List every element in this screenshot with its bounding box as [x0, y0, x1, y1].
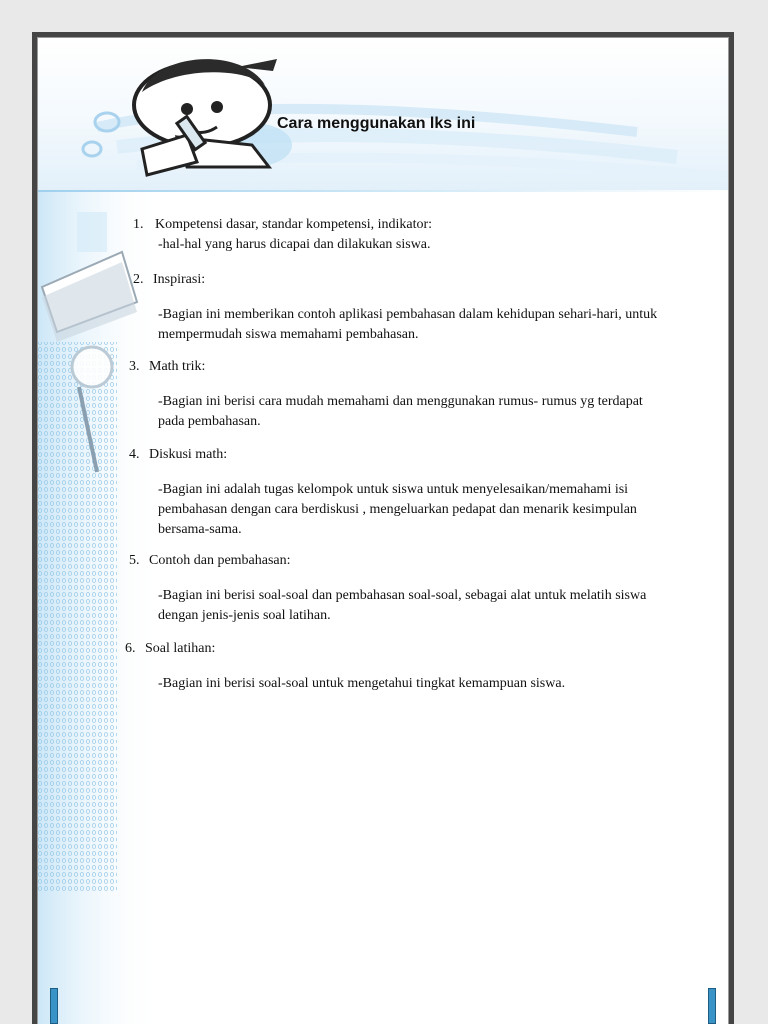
item-number: 2. — [133, 272, 144, 287]
footer-left-bar — [50, 988, 58, 1024]
item-number: 6. — [125, 641, 136, 656]
item-number: 1. — [133, 217, 144, 232]
item-description: -Bagian ini adalah tugas kelompok untuk siswa untuk menyelesaikan/memahami isi pembahasan dengan cara berdiskusi , mengeluarkan pedapat dan menarik kesimpulan bersama-sama. — [158, 482, 637, 537]
item-number: 5. — [129, 553, 140, 568]
list-item — [129, 357, 205, 377]
list-item — [129, 445, 227, 465]
item-label: Diskusi math: — [149, 447, 228, 462]
item-label: Soal latihan: — [145, 641, 216, 656]
list-item — [129, 551, 291, 571]
item-label: Kompetensi dasar, standar kompetensi, indikator: — [155, 217, 433, 232]
page-title: Cara menggunakan lks ini — [277, 115, 476, 132]
item-label: Inspirasi: — [153, 272, 206, 287]
item-description: -Bagian ini berisi soal-soal dan pembahasan soal-soal, sebagai alat untuk melatih siswa dengan jenis-jenis soal latihan. — [158, 588, 647, 623]
footer-right-bar — [708, 988, 716, 1024]
left-decoration — [37, 192, 162, 1024]
item-label: Contoh dan pembahasan: — [149, 553, 291, 568]
list-item — [125, 639, 215, 659]
document-page — [32, 32, 734, 1024]
item-description: -Bagian ini berisi soal-soal untuk mengetahui tingkat kemampuan siswa. — [158, 676, 566, 691]
list-item — [133, 270, 205, 290]
item-number: 3. — [129, 359, 140, 374]
list-item — [133, 215, 432, 235]
item-label: Math trik: — [149, 359, 206, 374]
student-cartoon-icon — [134, 59, 277, 175]
item-description: -hal-hal yang harus dicapai dan dilakukan siswa. — [158, 237, 431, 252]
item-number: 4. — [129, 447, 140, 462]
item-description: -Bagian ini berisi cara mudah memahami dan menggunakan rumus- rumus yg terdapat pada pembahasan. — [158, 394, 643, 429]
item-description: -Bagian ini memberikan contoh aplikasi pembahasan dalam kehidupan sehari-hari, untuk mempermudah siswa memahami pembahasan. — [158, 307, 658, 342]
